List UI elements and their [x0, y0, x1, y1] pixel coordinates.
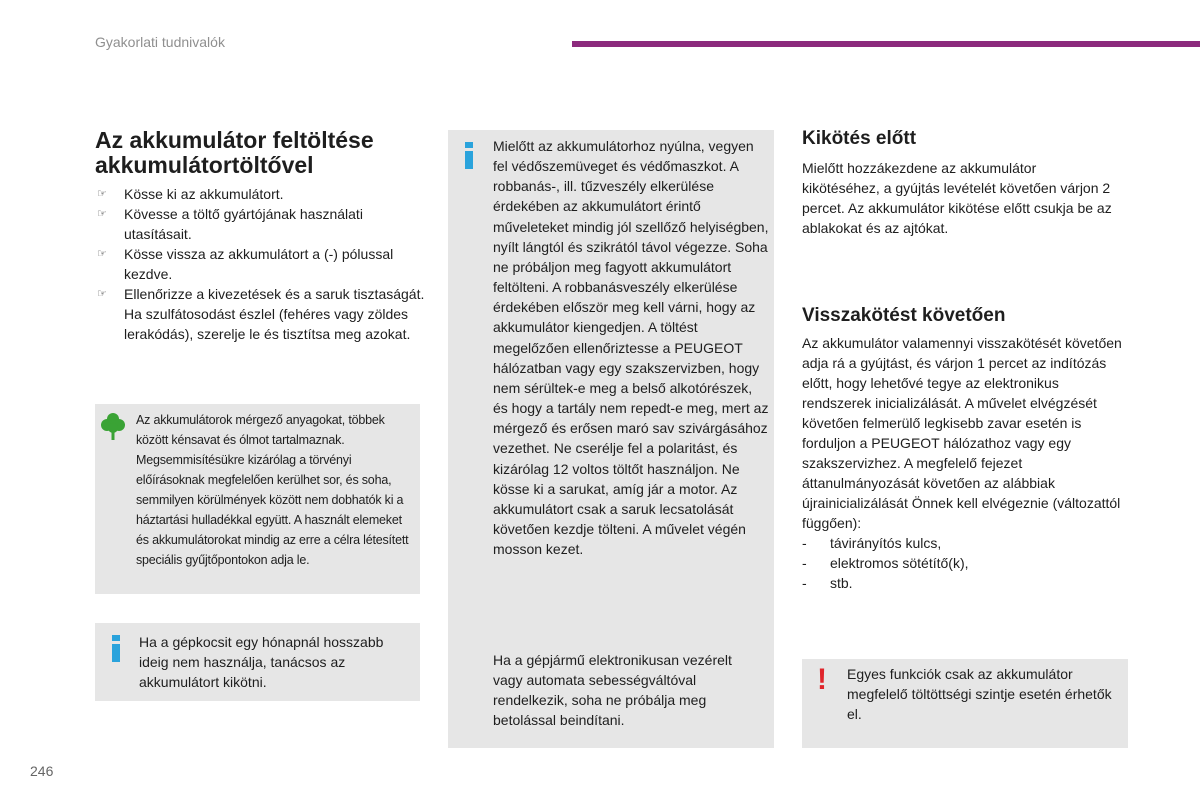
before-disconnect-text: Mielőtt hozzákezdene az akkumulátor kikötéséhez, a gyújtás levételét követően várjon 2 percet. Az akkumulátor kikötése előtt csukja be az ablakokat és az ajtókat. — [802, 160, 1112, 236]
info-icon — [112, 635, 120, 662]
pointing-hand-icon: ☞ — [97, 208, 107, 220]
storage-info-box — [95, 623, 420, 701]
list-item: - távirányítós kulcs, — [802, 535, 942, 551]
left-column — [95, 128, 425, 344]
header-title: Gyakorlati tudnivalók — [95, 34, 225, 50]
instruction-list — [95, 184, 425, 344]
leaf-icon — [101, 412, 125, 440]
environment-note-text: Az akkumulátorok mérgező anyagokat, többek között kénsavat és ólmot tartalmaznak. Megsemmisítésükre kizárólag a törvényi előírásoknak megfelelően kerülhet sor, és soha, semmilyen körülmények között nem dobhatók ki a háztartási hulladékkal együtt. A használt elemeket és akkumulátorokat mindig az erre a célra létesített speciális gyűjtőpontokon adja le. — [136, 413, 409, 567]
list-item: ☞ Kösse vissza az akkumulátort a (-) pólussal kezdve. — [97, 246, 394, 282]
right-column — [802, 128, 1130, 238]
environment-note-box — [95, 404, 420, 594]
list-item: ☞ Ellenőrizze a kivezetések és a saruk tisztaságát. Ha szulfátosodást észlel (fehéres vagy zöldes lerakódás), szerelje le és tisztítsa meg azokat. — [97, 286, 425, 342]
section-title-after-reconnect: Visszakötést követően — [802, 305, 1006, 326]
section-title — [95, 128, 425, 178]
safety-info-box — [448, 130, 774, 748]
section-title-line2: akkumulátortöltővel — [95, 152, 314, 178]
warning-text: Egyes funkciók csak az akkumulátor megfelelő töltöttségi szintje esetén érhetők el. — [847, 666, 1112, 722]
list-item: ☞ Kösse ki az akkumulátort. — [97, 186, 284, 202]
after-reconnect-text: Az akkumulátor valamennyi visszakötését követően adja rá a gyújtást, és várjon 1 percet az indítózás előtt, hogy lehetővé tegye az elektronikus rendszerek inicializálását. A művelet elvégzését követően felmerülő legkisebb zavar esetén is forduljon a PEUGEOT hálózathoz vagy egy szakszervizhez. A megfelelő fejezet áttanulmányozását követően az alábbiak újrainicializálását Önnek kell elvégeznie (változattól függően): — [802, 335, 1122, 531]
safety-info-text: Mielőtt az akkumulátorhoz nyúlna, vegyen fel védőszemüveget és védőmaszkot. A robbanás-, ill. tűzveszély elkerülése érdekében az akkumulátort érintő műveleteket mindig jól szellőző helyiségben, nyílt lángtól és szikrától távol végezze. Soha ne próbáljon meg fagyott akkumulátort feltölteni. A robbanásveszély elkerülése érdekében először meg kell várni, hogy az akkumulátor kiengedjen. A töltést megelőzően ellenőriztesse a PEUGEOT hálózatban vagy egy szakszervizben, hogy nem sérültek-e meg a belső alkotórészek, és hogy a tartály nem repedt-e meg, mert az mérgező és erősen maró sav szivárgásához vezethet. Ne cserélje fel a polaritást, és kizárólag 12 voltos töltőt használjon. Ne kösse ki a sarukat, amíg jár a motor. Az akkumulátort csak a saruk lecsatolását követően kezdje tölteni. A művelet végén mosson kezet. — [493, 138, 769, 558]
list-item: - elektromos sötétítő(k), — [802, 555, 969, 571]
info-icon — [465, 142, 473, 169]
list-item: ☞ Kövesse a töltő gyártójának használati utasításait. — [97, 206, 363, 242]
section-title-before-disconnect: Kikötés előtt — [802, 128, 917, 149]
right-column-section2 — [802, 305, 1130, 593]
push-start-warning-text: Ha a gépjármű elektronikusan vezérelt vagy automata sebességváltóval rendelkezik, soha ne próbálja meg betolással beindítani. — [493, 652, 732, 728]
warning-icon: ! — [817, 663, 827, 696]
pointing-hand-icon: ☞ — [97, 248, 107, 260]
page-number: 246 — [30, 763, 54, 779]
storage-info-text: Ha a gépkocsit egy hónapnál hosszabb ideig nem használja, tanácsos az akkumulátort kikötni. — [139, 634, 384, 690]
pointing-hand-icon: ☞ — [97, 288, 107, 300]
header-accent-bar — [572, 41, 1200, 47]
warning-box — [802, 659, 1128, 748]
pointing-hand-icon: ☞ — [97, 188, 107, 200]
section-title-line1: Az akkumulátor feltöltése — [95, 127, 374, 153]
list-item: - stb. — [802, 575, 853, 591]
reinit-list — [802, 533, 1130, 593]
